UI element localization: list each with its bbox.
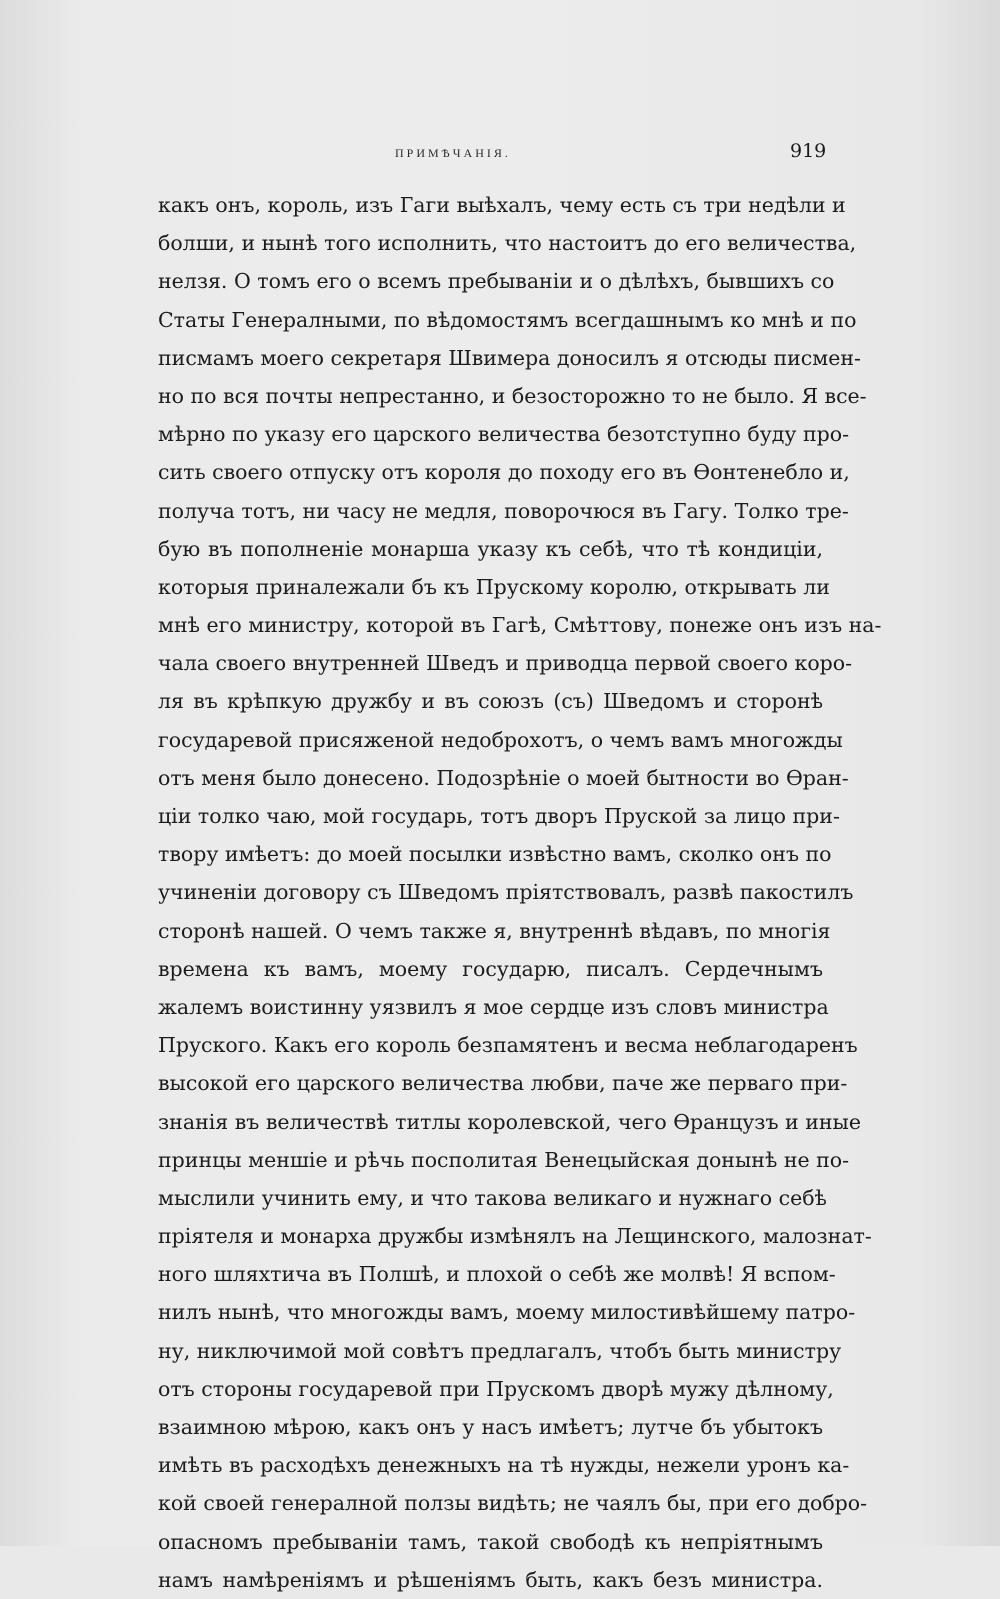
text-line: ну, ниключимой мой совѣтъ предлагалъ, чтобъ быть министру xyxy=(158,1338,842,1363)
text-line: которыя принaлежали бъ къ Прускому королю, открывать ли xyxy=(158,574,830,599)
text-line: мнѣ его министру, которой въ Гагѣ, Смѣттову, понеже онъ изъ на- xyxy=(158,613,882,638)
text-line: пріятеля и монарха дружбы измѣнялъ на Лещинского, малознат- xyxy=(158,1224,872,1249)
text-line: какъ онъ, король, изъ Гаги выѣхалъ, чему есть съ три недѣли и xyxy=(158,193,846,217)
text-line: учиненіи договору съ Шведомъ пріятствовалъ, развѣ пакостилъ xyxy=(158,880,854,905)
text-line: жалемъ воистинну уязвилъ я мое сердце изъ словъ министра xyxy=(158,994,829,1019)
text-line: высокой его царского величества любви, паче же перваго при- xyxy=(158,1071,848,1096)
text-line: болши, и нынѣ того исполнить, что настоитъ до его величества, xyxy=(158,231,857,256)
text-line: нилъ нынѣ, что многожды вамъ, моему милостивѣйшему патро- xyxy=(158,1300,856,1325)
text-line: кой своей генералной ползы видѣть; не чаялъ бы, при его добро- xyxy=(158,1491,868,1516)
text-line: намъ намѣреніямъ и рѣшеніямъ быть, какъ безъ министра. xyxy=(158,1567,823,1592)
text-line: знанія въ величествѣ титлы королевской, чего Ѳранцузъ и иные xyxy=(158,1109,862,1134)
text-line: взаимною мѣрою, какъ онъ у насъ имѣетъ; лутче бъ убытокъ xyxy=(158,1415,823,1439)
text-line: писмамъ моего секретаря Швимера доносилъ я отсюды писмен- xyxy=(158,345,861,370)
text-line: мѣрно по указу его царского величества безотступно буду про- xyxy=(158,422,850,447)
text-line: государевой присяженой недоброхотъ, о чемъ вамъ многожды xyxy=(158,727,843,752)
text-line: твору имѣетъ: до моей посылки извѣстно вамъ, сколко онъ по xyxy=(158,842,832,867)
text-line: но по вся почты непрестанно, и безосторожно то не было. Я все- xyxy=(158,383,867,408)
text-line: ля въ крѣпкую дружбу и въ союзъ (съ) Шведомъ и сторонѣ xyxy=(158,689,823,714)
text-line: ного шляхтича въ Полшѣ, и плохой о себѣ же молвѣ! Я вспом- xyxy=(158,1262,836,1287)
text-line: опасномъ пребываніи тамъ, такой свободѣ къ непріятнымъ xyxy=(158,1529,823,1554)
text-line: мыслили учинить ему, и что такова великаго и нужнаго себѣ xyxy=(158,1185,827,1210)
text-line: сторонѣ нашей. О чемъ также я, внутреннѣ вѣдавъ, по многія xyxy=(158,918,831,943)
running-title: ПРИМѢЧАНІЯ. xyxy=(395,146,511,160)
body-text xyxy=(158,186,882,1599)
text-line: Пруского. Какъ его король безпамятенъ и весма неблагодаренъ xyxy=(158,1033,858,1058)
text-line: времена къ вамъ, моему государю, писалъ. Сердечнымъ xyxy=(158,956,823,981)
text-line: чала своего внутренней Шведъ и приводца первой своего коро- xyxy=(158,651,853,676)
text-line: сить своего отпуску отъ короля до походу его въ Ѳонтенебло и, xyxy=(158,460,850,485)
text-line: получа тотъ, ни часу не медля, поворочюся въ Гагу. Толко тре- xyxy=(158,498,849,523)
page-number: 919 xyxy=(790,140,827,162)
text-line: принцы меншіе и рѣчь посполитая Венецыйская донынѣ не по- xyxy=(158,1147,850,1172)
text-line: бую въ пополненіе монарша указу къ себѣ, что тѣ кондиціи, xyxy=(158,536,823,561)
text-line: ціи толко чаю, мой государь, тотъ дворъ Пруской за лицо при- xyxy=(158,804,840,828)
text-line: Статы Генералными, по вѣдомостямъ всегдашнымъ ко мнѣ и по xyxy=(158,307,857,332)
text-line: отъ меня было донесено. Подозрѣніе о моей бытности во Ѳран- xyxy=(158,765,849,790)
text-line: нелзя. О томъ его о всемъ пребываніи и о дѣлѣхъ, бывшихъ со xyxy=(158,269,835,294)
text-line: отъ стороны государевой при Прускомъ дворѣ мужу дѣлному, xyxy=(158,1376,834,1401)
text-line: имѣть въ расходѣхъ денежныхъ на тѣ нужды, нежели уронъ ка- xyxy=(158,1453,850,1478)
